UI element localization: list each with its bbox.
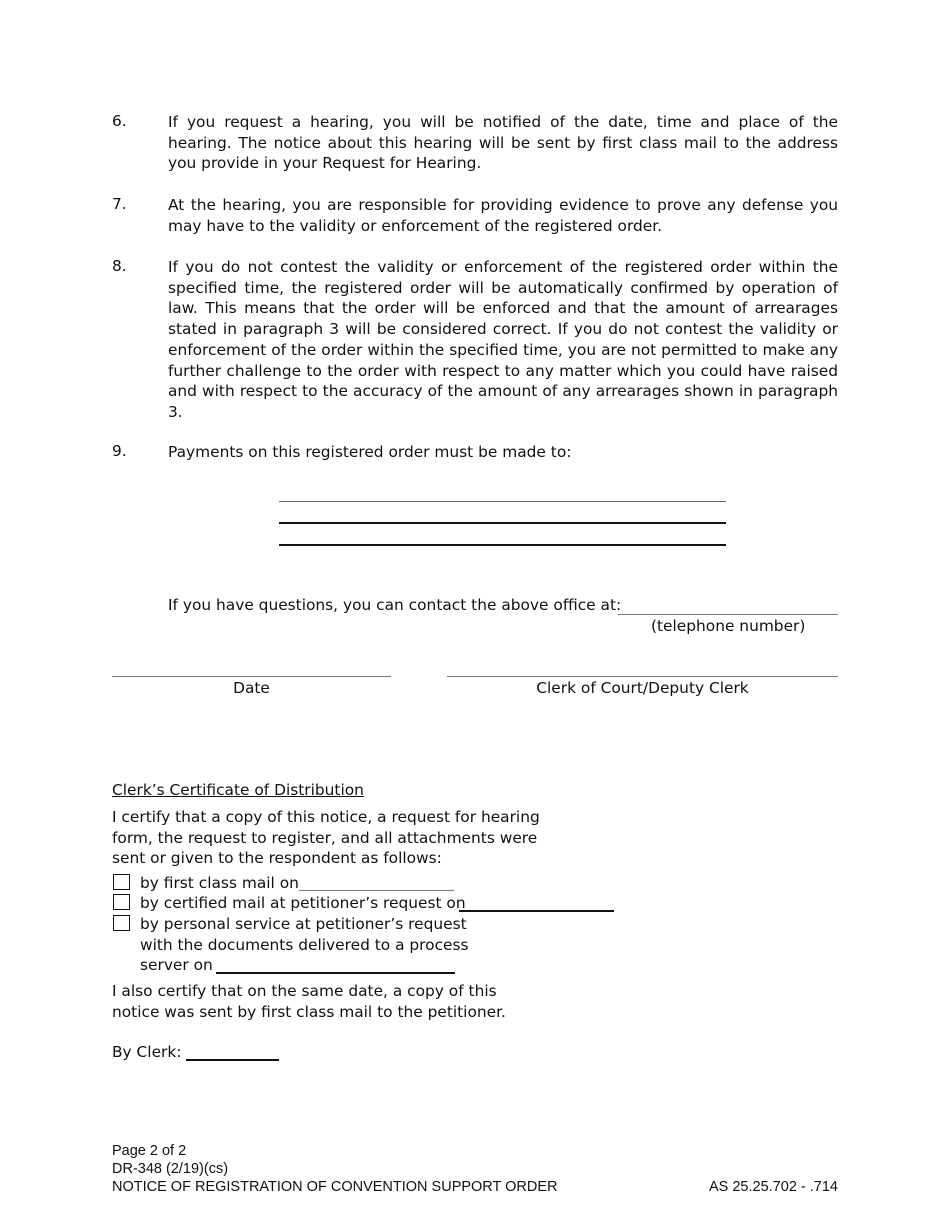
certificate-intro-line-1: I certify that a copy of this notice, a request for hearing — [112, 808, 540, 826]
date-label: Date — [233, 679, 270, 697]
certificate-intro-line-3: sent or given to the respondent as follows: — [112, 849, 442, 868]
clerk-signature-line[interactable] — [447, 676, 838, 677]
item-text-7: At the hearing, you are responsible for providing evidence to prove any defense you may have to the validity or enforcement of the registered order. — [168, 196, 838, 235]
certified-mail-label: by certified mail at petitioner’s request on — [140, 894, 466, 912]
first-class-mail-checkbox[interactable] — [113, 874, 130, 890]
certificate-heading: Clerk’s Certificate of Distribution — [112, 781, 364, 799]
by-clerk-line[interactable] — [186, 1059, 279, 1061]
process-server-date-line[interactable] — [216, 972, 455, 974]
personal-service-line-2: with the documents delivered to a process — [140, 935, 469, 954]
by-clerk-label: By Clerk: — [112, 1043, 182, 1061]
item-number-9: 9. — [112, 442, 127, 460]
item-text-6: If you request a hearing, you will be notified of the date, time and place of the hearing. The notice about this hearing will be sent by first class mail to the address you provide in your Request for Hearing. — [168, 113, 838, 173]
certificate-intro-line-2: form, the request to register, and all attachments were — [112, 828, 538, 847]
also-certify — [112, 981, 506, 1022]
telephone-line[interactable] — [618, 614, 838, 615]
clerk-label: Clerk of Court/Deputy Clerk — [536, 679, 749, 697]
certificate-intro — [112, 807, 540, 869]
certified-mail-date-line[interactable] — [459, 910, 614, 912]
also-certify-line-1: I also certify that on the same date, a copy of this — [112, 982, 497, 1000]
date-line[interactable] — [112, 676, 391, 677]
first-class-mail-date-line[interactable] — [299, 890, 454, 891]
item-number-7: 7. — [112, 195, 127, 213]
footer-left — [112, 1142, 558, 1196]
payment-address-line-2[interactable] — [279, 522, 726, 524]
payment-address-line-1[interactable] — [279, 501, 726, 502]
payment-address-line-3[interactable] — [279, 544, 726, 546]
footer-form-number: DR-348 (2/19)(cs) — [112, 1161, 229, 1177]
footer-statute: AS 25.25.702 - .714 — [709, 1179, 838, 1195]
personal-service-label — [140, 914, 469, 976]
first-class-mail-label: by first class mail on — [140, 874, 299, 892]
certified-mail-checkbox[interactable] — [113, 894, 130, 910]
footer-page-number: Page 2 of 2 — [112, 1143, 187, 1159]
telephone-label: (telephone number) — [651, 617, 806, 635]
contact-text: If you have questions, you can contact the above office at: — [168, 596, 622, 614]
personal-service-line-1: by personal service at petitioner’s request — [140, 915, 467, 933]
item-number-6: 6. — [112, 112, 127, 130]
personal-service-line-3: server on — [140, 956, 213, 975]
item-text-8: If you do not contest the validity or enforcement of the registered order within the specified time, the registered order will be automatically confirmed by operation of law. This means that the order will be enforced and that the amount of arrearages stated in paragraph 3 will be considered correct. If you do not contest the validity or enforcement of the order within the specified time, you are not permitted to make any further challenge to the order with respect to any matter which you could have raised and with respect to the accuracy of the amount of any arrearages shown in paragraph 3. — [168, 258, 838, 421]
footer-form-title: NOTICE OF REGISTRATION OF CONVENTION SUPPORT ORDER — [112, 1179, 558, 1195]
personal-service-checkbox[interactable] — [113, 915, 130, 931]
item-number-8: 8. — [112, 257, 127, 275]
also-certify-line-2: notice was sent by first class mail to the petitioner. — [112, 1002, 506, 1021]
item-text-9: Payments on this registered order must be made to: — [168, 443, 572, 461]
